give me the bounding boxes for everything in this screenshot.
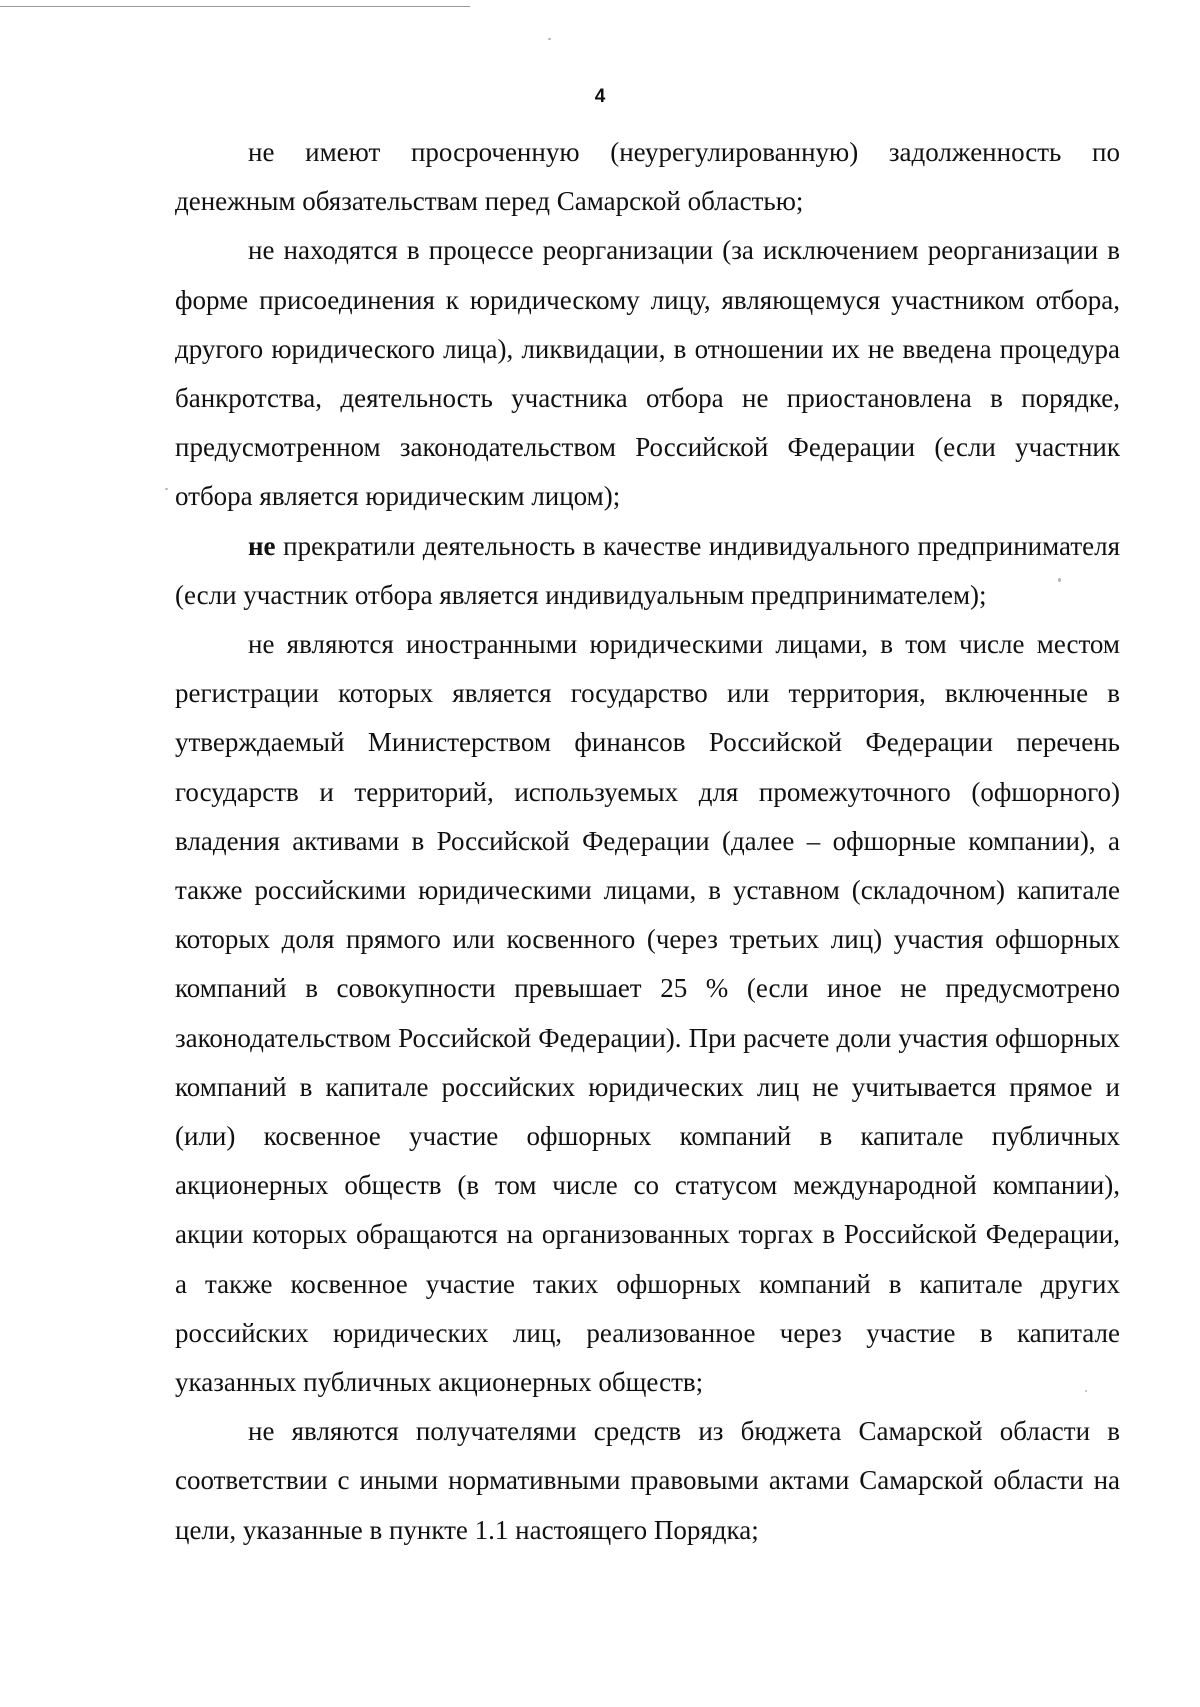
scan-speck xyxy=(548,38,551,40)
paragraph-overdue-debt: не имеют просроченную (неурегулированную) задолженность по денежным обязательствам перед Самарской областью; xyxy=(175,137,1120,217)
paragraph-budget-funds: не являются получателями средств из бюджета Самарской области в соответствии с иными нормативными правовыми актами Самарской области на цели, указанные в пункте 1.1 настоящего Порядка; xyxy=(175,1416,1120,1545)
page-number: 4 xyxy=(594,86,606,107)
paragraph-entrepreneur-text: прекратили деятельность в качестве индивидуального предпринимателя (если участник отбора является индивидуальным предпринимателем); xyxy=(175,530,1120,610)
paragraph-offshore: не являются иностранными юридическими лицами, в том числе местом регистрации которых является государство или территория, включенные в утверждаемый Министерством финансов Российской Федерации перечень государств и территорий, используемых для промежуточного (офшорного) владения активами в Российской Федерации (далее – офшорные компании), а также российскими юридическими лицами, в уставном (складочном) капитале которых доля прямого или косвенного (через третьих лиц) участия офшорных компаний в совокупности превышает 25 % (если иное не предусмотрено законодательством Российской Федерации). При расчете доли участия офшорных компаний в капитале российских юридических лиц не учитывается прямое и (или) косвенное участие офшорных компаний в капитале публичных акционерных обществ (в том числе со статусом международной компании), акции которых обращаются на организованных торгах в Российской Федерации, а также косвенное участие таких офшорных компаний в капитале других российских юридических лиц, реализованное через участие в капитале указанных публичных акционерных обществ; xyxy=(175,629,1120,1398)
scan-edge-line xyxy=(0,6,470,7)
scan-speck xyxy=(1058,578,1061,582)
scan-speck xyxy=(1085,1390,1087,1392)
paragraph-entrepreneur-lead: не xyxy=(248,530,276,561)
paragraph-reorganization: не находятся в процессе реорганизации (за исключением реорганизации в форме присоединения к юридическому лицу, являющемуся участником отбора, другого юридического лица), ликвидации, в отношении их не введена процедура банкротства, деятельность участника отбора не приостановлена в порядке, предусмотренном законодательством Российской Федерации (если участник отбора является юридическим лицом); xyxy=(175,235,1120,512)
paragraph-entrepreneur xyxy=(175,522,1120,620)
scan-speck xyxy=(165,488,168,490)
document-body xyxy=(175,128,1120,1555)
